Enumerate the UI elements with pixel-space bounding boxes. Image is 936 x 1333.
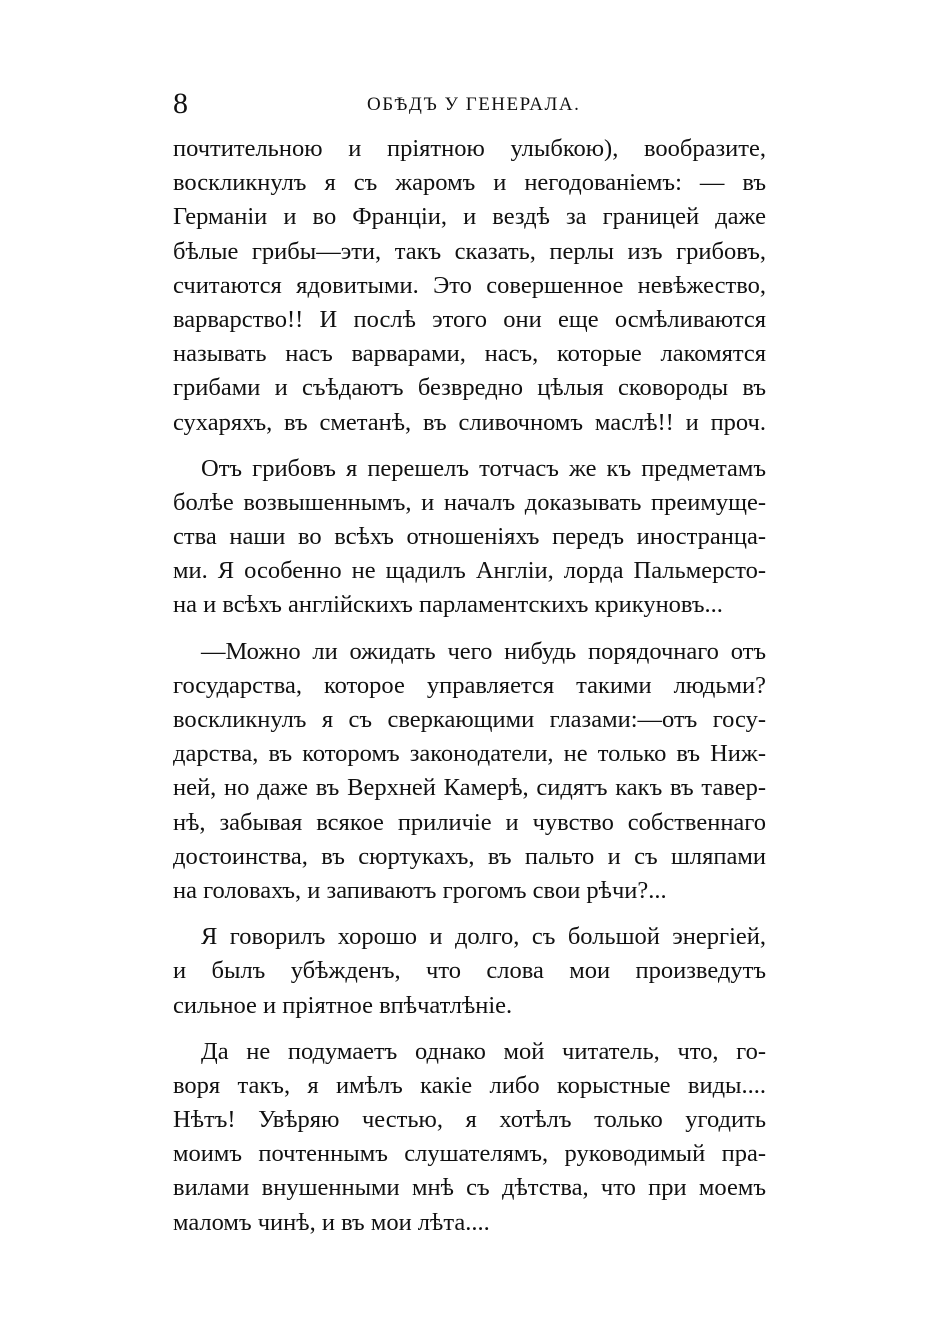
text-line: и былъ убѣжденъ, что слова мои произведутъ xyxy=(173,957,766,985)
text-line: считаются ядовитыми. Это совершенное невѣжество, xyxy=(173,271,766,299)
text-line: вилами внушенными мнѣ съ дѣтства, что при моемъ xyxy=(173,1174,766,1202)
running-head: ОБѢДЪ У ГЕНЕРАЛА. xyxy=(367,94,581,115)
text-line: грибами и съѣдаютъ безвредно цѣлыя сковороды въ xyxy=(173,374,766,402)
body-text xyxy=(173,132,766,1240)
text-line: почтительною и пріятною улыбкою), вообразите, xyxy=(173,135,766,162)
text-line: дарства, въ которомъ законодатели, не только въ Ниж- xyxy=(173,740,766,768)
text-line: болѣе возвышеннымъ, и началъ доказывать преимуще- xyxy=(173,488,766,516)
text-line: бѣлые грибы—эти, такъ сказать, перлы изъ грибовъ, xyxy=(173,237,766,265)
paragraph-1 xyxy=(173,132,766,440)
paragraph-3 xyxy=(173,635,766,909)
text-line: государства, которое управляется такими людьми? xyxy=(173,671,766,699)
text-line: Нѣтъ! Увѣряю честью, я хотѣлъ только угодить xyxy=(173,1106,766,1134)
text-line: Германіи и во Франціи, и вездѣ за границей даже xyxy=(173,203,766,231)
text-line: воскликнулъ я съ жаромъ и негодованіемъ: — въ xyxy=(173,169,766,197)
text-line: ства наши во всѣхъ отношеніяхъ передъ иностранца- xyxy=(173,523,766,551)
text-line: моимъ почтеннымъ слушателямъ, руководимый пра- xyxy=(173,1140,766,1168)
text-line: сильное и пріятное впѣчатлѣніе. xyxy=(173,991,513,1019)
text-line: воря такъ, я имѣлъ какіе либо корыстные виды.... xyxy=(173,1071,766,1099)
text-line: на головахъ, и запиваютъ грогомъ свои рѣчи?... xyxy=(173,876,667,904)
text-line: ми. Я особенно не щадилъ Англіи, лорда Пальмерсто- xyxy=(173,557,766,585)
text-line: называть насъ варварами, насъ, которые лакомятся xyxy=(173,340,766,368)
paragraph-5 xyxy=(173,1035,766,1240)
text-line: маломъ чинѣ, и въ мои лѣта.... xyxy=(173,1208,490,1236)
text-line: —Можно ли ожидать чего нибудь порядочнаго отъ xyxy=(201,637,766,665)
text-line: ней, но даже въ Верхней Камерѣ, сидятъ какъ въ тавер- xyxy=(173,774,766,802)
text-line: воскликнулъ я съ сверкающими глазами:—отъ госу- xyxy=(173,706,766,733)
text-line: варварство!! И послѣ этого они еще осмѣливаются xyxy=(173,305,766,333)
text-line: достоинства, въ сюртукахъ, въ пальто и съ шляпами xyxy=(173,842,766,870)
text-line: сухаряхъ, въ сметанѣ, въ сливочномъ маслѣ!! и проч. xyxy=(173,408,766,436)
page-number: 8 xyxy=(173,87,188,120)
paragraph-2 xyxy=(173,452,766,623)
paragraph-4 xyxy=(173,920,766,1023)
text-line: на и всѣхъ англійскихъ парламентскихъ крикуновъ... xyxy=(173,591,723,619)
text-line: Я говорилъ хорошо и долго, съ большой энергіей, xyxy=(201,923,766,951)
text-line: Отъ грибовъ я перешелъ тотчасъ же къ предметамъ xyxy=(201,454,766,482)
text-line: нѣ, забывая всякое приличіе и чувство собственнаго xyxy=(173,808,766,836)
text-line: Да не подумаетъ однако мой читатель, что, го- xyxy=(201,1037,766,1065)
